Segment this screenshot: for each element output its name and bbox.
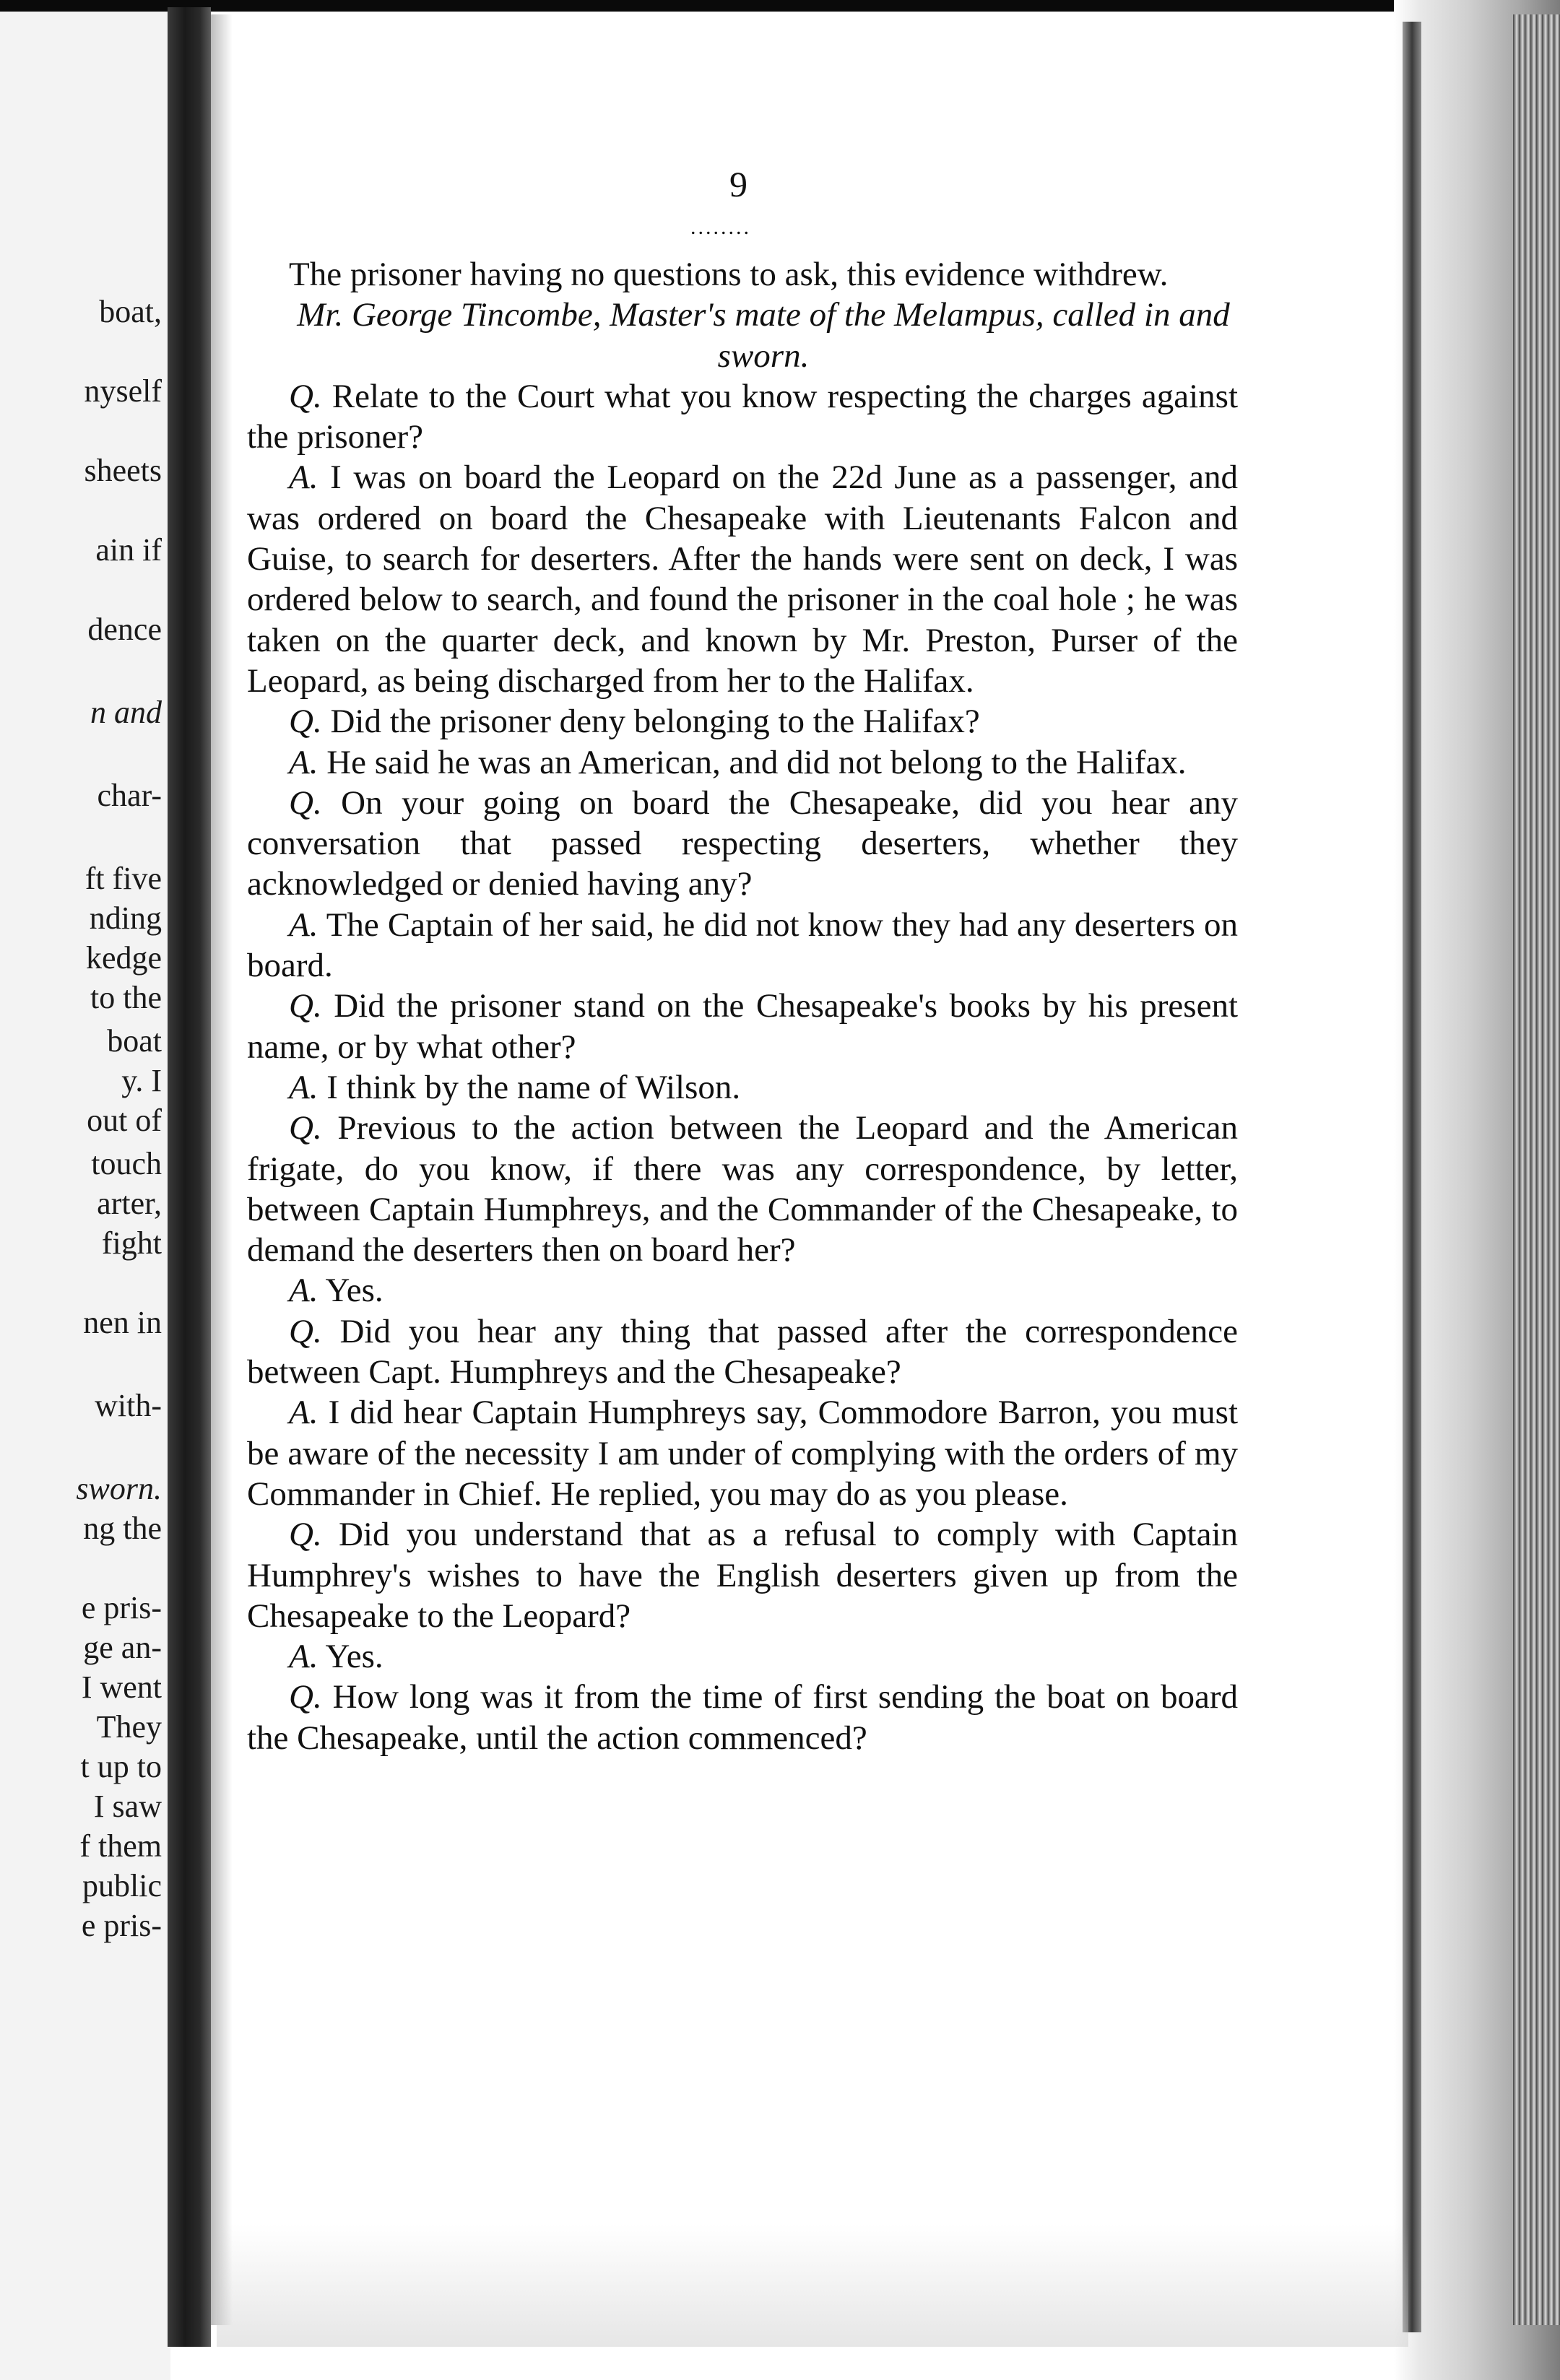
facing-page-fragment: public [82, 1868, 162, 1903]
speaker-label: A. [289, 459, 318, 497]
paragraph-text: Did the prisoner stand on the Chesapeake's books by his present name, or by what other? [247, 987, 1238, 1066]
page-stack-edges [1513, 14, 1560, 2325]
facing-page-fragment: nyself [84, 373, 162, 409]
paragraph-text: He said he was an American, and did not belong to the Halifax. [326, 743, 1187, 781]
speaker-label: Q. [289, 783, 322, 822]
facing-page-fragment: to the [90, 980, 162, 1015]
speaker-label: Q. [289, 987, 322, 1025]
paragraph-text: The prisoner having no questions to ask, this evidence withdrew. [289, 256, 1169, 293]
answer-paragraph [247, 1067, 1238, 1108]
question-paragraph [247, 986, 1238, 1067]
facing-page-fragment: with- [95, 1388, 162, 1423]
facing-page-fragment: sheets [84, 453, 162, 488]
paragraph-text: Previous to the action between the Leopard and the American frigate, do you know, if there was any correspondence, by letter, between Captain Humphreys, and the Commander of the Chesapeake, to demand the deserters then on board her? [247, 1109, 1238, 1269]
page-body [247, 254, 1238, 1758]
facing-page-fragment: y. I [121, 1063, 162, 1098]
speaker-label: Q. [289, 1516, 322, 1554]
speaker-label: Q. [289, 1312, 322, 1350]
facing-page-fragment: ge an- [83, 1630, 162, 1665]
facing-page-fragment: ng the [83, 1511, 162, 1546]
question-paragraph [247, 701, 1238, 742]
facing-page-fragment: fight [101, 1225, 162, 1261]
facing-page-fragment: kedge [85, 940, 162, 976]
facing-page-fragment: dence [87, 612, 162, 647]
facing-page-fragment: ain if [95, 532, 162, 568]
facing-page-fragment: ft five [84, 861, 162, 896]
answer-paragraph [247, 457, 1238, 701]
gutter-shadow [211, 14, 233, 2325]
facing-page-fragment: touch [91, 1146, 162, 1181]
facing-page-fragment: char- [97, 778, 162, 813]
text-paragraph [247, 254, 1238, 295]
question-paragraph [247, 1108, 1238, 1270]
witness-heading [247, 295, 1238, 376]
facing-page-fragment: out of [87, 1103, 162, 1138]
facing-page-fragment: t up to [80, 1749, 162, 1784]
paragraph-text: Relate to the Court what you know respecting the charges against the prisoner? [247, 377, 1239, 456]
facing-page-fragment: e pris- [81, 1590, 162, 1625]
bottom-smudge [217, 2224, 1408, 2347]
question-paragraph [247, 1514, 1238, 1636]
speaker-label: Q. [289, 1109, 322, 1147]
facing-page-fragment: nding [89, 900, 162, 936]
paragraph-text: The Captain of her said, he did not know they had any deserters on board. [247, 905, 1238, 985]
paragraph-text: I did hear Captain Humphreys say, Commodore Barron, you must be aware of the necessity I am under of complying with the orders of my Commander in Chief. He replied, you may do as you please. [247, 1394, 1239, 1513]
speaker-label: A. [289, 1068, 318, 1106]
answer-paragraph [247, 1636, 1238, 1677]
facing-page-fragment: nen in [83, 1305, 162, 1340]
answer-paragraph [247, 1392, 1238, 1514]
question-paragraph [247, 1677, 1238, 1758]
question-paragraph [247, 376, 1238, 458]
paragraph-text: Yes. [325, 1272, 384, 1310]
paragraph-text: I think by the name of Wilson. [326, 1068, 741, 1106]
speaker-label: Q. [289, 377, 322, 415]
speaker-label: Q. [289, 1678, 322, 1716]
speaker-label: A. [289, 905, 318, 944]
book-gutter [168, 7, 211, 2347]
paragraph-text: I was on board the Leopard on the 22d June as a passenger, and was ordered on board the Chesapeake with Lieutenants Falcon and Guise, to search for deserters. After the hands were sent on deck, I was ordered below to search, and found the prisoner in the coal hole ; he was taken on the quarter deck, and known by Mr. Preston, Purser of the Leopard, as being discharged from her to the Halifax. [247, 459, 1239, 700]
speaker-label: A. [289, 1272, 318, 1310]
facing-page-fragment: They [96, 1709, 162, 1745]
facing-page-fragment: boat, [99, 294, 162, 329]
facing-page-fragment: boat [107, 1023, 162, 1059]
paragraph-text: Mr. George Tincombe, Master's mate of the Melampus, called in and sworn. [297, 296, 1230, 375]
facing-page-fragment: e pris- [81, 1908, 162, 1943]
speaker-label: A. [289, 743, 318, 781]
paragraph-text: Did you understand that as a refusal to comply with Captain Humphrey's wishes to have the English deserters given up from the Chesapeake to the Leopard? [247, 1516, 1239, 1635]
question-paragraph [247, 783, 1238, 905]
paragraph-text: Did the prisoner deny belonging to the Halifax? [330, 703, 980, 741]
answer-paragraph [247, 905, 1238, 986]
facing-page-fragment: I saw [93, 1789, 162, 1824]
page-edge-bar [1403, 22, 1421, 2332]
answer-paragraph [247, 742, 1238, 783]
speaker-label: A. [289, 1638, 318, 1676]
question-paragraph [247, 1311, 1238, 1393]
page-number: 9 [729, 164, 748, 204]
page-number-ornament: ........ [690, 215, 751, 239]
facing-page-fragment: f them [79, 1828, 162, 1864]
scan-top-edge [0, 0, 1560, 12]
facing-page-fragment: sworn. [76, 1471, 162, 1506]
facing-page-fragment: arter, [97, 1186, 162, 1221]
paragraph-text: Did you hear any thing that passed after the correspondence between Capt. Humphreys and the Chesapeake? [247, 1312, 1239, 1391]
speaker-label: A. [289, 1394, 318, 1432]
speaker-label: Q. [289, 703, 322, 741]
answer-paragraph [247, 1270, 1238, 1311]
paragraph-text: Yes. [325, 1638, 384, 1676]
paragraph-text: On your going on board the Chesapeake, did you hear any conversation that passed respecting deserters, whether they acknowledged or denied having any? [247, 783, 1238, 903]
paragraph-text: How long was it from the time of first sending the boat on board the Chesapeake, until the action commenced? [247, 1678, 1239, 1757]
facing-page-fragment: n and [90, 695, 162, 730]
facing-page-fragment: I went [81, 1669, 162, 1705]
